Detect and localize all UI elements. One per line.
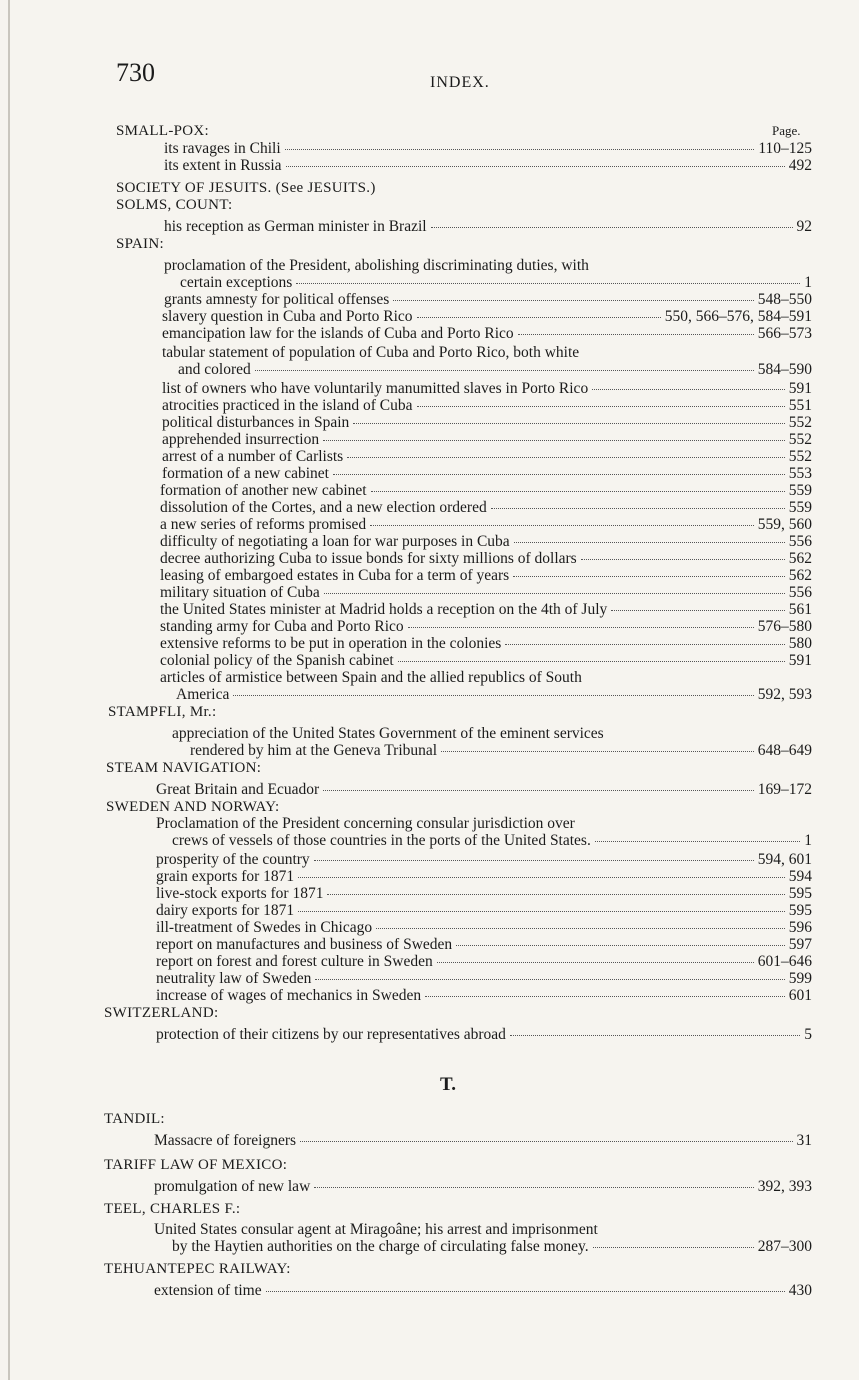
entry-text: standing army for Cuba and Porto Rico xyxy=(160,618,404,635)
index-heading xyxy=(108,704,216,720)
index-entry xyxy=(156,886,812,902)
index-entry xyxy=(160,670,582,686)
index-entry xyxy=(162,449,812,465)
dot-leader xyxy=(286,166,785,167)
entry-page: 562 xyxy=(788,550,812,567)
entry-text: Massacre of foreigners xyxy=(154,1132,297,1149)
dot-leader xyxy=(298,877,785,878)
dot-leader xyxy=(298,911,785,912)
entry-text: decree authorizing Cuba to issue bonds for sixty millions of dollars xyxy=(160,550,577,567)
entry-text: list of owners who have voluntarily manumitted slaves in Porto Rico xyxy=(162,380,589,397)
index-entry xyxy=(156,988,812,1004)
entry-text: difficulty of negotiating a loan for war purposes in Cuba xyxy=(160,533,510,550)
dot-leader xyxy=(300,1141,792,1142)
entry-page: 169–172 xyxy=(757,781,812,798)
entry-text: TEEL, CHARLES F.: xyxy=(104,1201,241,1217)
index-entry xyxy=(156,816,575,832)
index-entry xyxy=(160,551,812,567)
entry-text: TANDIL: xyxy=(104,1111,165,1127)
entry-text: a new series of reforms promised xyxy=(160,516,367,533)
index-entry xyxy=(176,687,812,703)
entry-page: 591 xyxy=(788,380,812,397)
index-entry xyxy=(162,432,812,448)
entry-page: 601 xyxy=(788,987,812,1004)
index-heading xyxy=(116,236,164,252)
dot-leader xyxy=(285,149,755,150)
entry-text: crews of vessels of those countries in the ports of the United States. xyxy=(172,832,591,849)
index-entry xyxy=(164,141,812,157)
index-heading xyxy=(104,1005,218,1021)
entry-text: report on forest and forest culture in Sweden xyxy=(156,953,433,970)
index-entry xyxy=(172,1239,812,1255)
entry-text: TARIFF LAW OF MEXICO: xyxy=(104,1157,288,1173)
section-letter: T. xyxy=(440,1074,457,1095)
entry-text: neutrality law of Sweden xyxy=(156,970,312,987)
index-entry xyxy=(156,954,812,970)
page-column-label: Page. xyxy=(772,123,801,138)
index-entry xyxy=(172,833,812,849)
entry-text: political disturbances in Spain xyxy=(162,414,350,431)
index-heading xyxy=(104,1157,287,1173)
entry-page: 591 xyxy=(788,652,812,669)
index-entry xyxy=(162,345,579,361)
entry-text: STEAM NAVIGATION: xyxy=(106,760,262,776)
index-entry xyxy=(164,219,812,235)
entry-text: SOCIETY OF JESUITS. (See JESUITS.) xyxy=(116,180,376,196)
entry-page: 287–300 xyxy=(757,1238,812,1255)
entry-text: live-stock exports for 1871 xyxy=(156,885,324,902)
entry-page: 1 xyxy=(804,274,812,291)
index-entry xyxy=(160,568,812,584)
index-heading xyxy=(104,1261,291,1277)
entry-text: military situation of Cuba xyxy=(160,584,320,601)
entry-text: its ravages in Chili xyxy=(164,140,281,157)
entry-page: 552 xyxy=(788,414,812,431)
entry-text: report on manufactures and business of Sweden xyxy=(156,936,453,953)
entry-page: 594 xyxy=(788,868,812,885)
entry-page: 551 xyxy=(788,397,812,414)
index-heading xyxy=(116,197,233,213)
dot-leader xyxy=(376,928,785,929)
entry-text: proclamation of the President, abolishing discriminating duties, with xyxy=(164,257,589,274)
dot-leader xyxy=(456,945,785,946)
entry-text: tabular statement of population of Cuba and Porto Rico, both white xyxy=(162,344,580,361)
index-entry xyxy=(160,483,812,499)
entry-text: its extent in Russia xyxy=(164,157,282,174)
entry-text: articles of armistice between Spain and the allied republics of South xyxy=(160,669,582,686)
dot-leader xyxy=(592,389,785,390)
dot-leader xyxy=(595,841,800,842)
entry-text: and colored xyxy=(178,361,251,378)
entry-text: SWITZERLAND: xyxy=(104,1005,219,1021)
entry-page: 1 xyxy=(804,832,812,849)
index-heading xyxy=(116,180,376,196)
entry-text: dissolution of the Cortes, and a new election ordered xyxy=(160,499,487,516)
index-entry xyxy=(154,1133,812,1149)
dot-leader xyxy=(491,508,785,509)
index-entry xyxy=(164,292,812,308)
index-entry xyxy=(156,971,812,987)
index-entry xyxy=(156,1027,812,1043)
entry-text: increase of wages of mechanics in Sweden xyxy=(156,987,422,1004)
index-entry xyxy=(160,534,812,550)
page-edge-shadow xyxy=(8,0,10,1380)
index-entry xyxy=(160,602,812,618)
index-heading xyxy=(104,1111,165,1127)
index-entry xyxy=(162,398,812,414)
entry-page: 597 xyxy=(788,936,812,953)
index-heading xyxy=(106,760,261,776)
entry-page: 594, 601 xyxy=(757,851,812,868)
entry-text: SPAIN: xyxy=(116,236,164,252)
entry-text: slavery question in Cuba and Porto Rico xyxy=(162,308,413,325)
dot-leader xyxy=(323,790,754,791)
dot-leader xyxy=(233,695,753,696)
entry-text: his reception as German minister in Brazil xyxy=(164,218,427,235)
entry-page: 648–649 xyxy=(757,742,812,759)
entry-page: 599 xyxy=(788,970,812,987)
entry-page: 580 xyxy=(788,635,812,652)
dot-leader xyxy=(431,227,793,228)
entry-text: arrest of a number of Carlists xyxy=(162,448,344,465)
entry-text: rendered by him at the Geneva Tribunal xyxy=(190,742,438,759)
index-entry xyxy=(180,275,812,291)
entry-text: promulgation of new law xyxy=(154,1178,311,1195)
entry-text: SMALL-POX: xyxy=(116,123,210,139)
entry-page: 92 xyxy=(796,218,812,235)
entry-text: ill-treatment of Swedes in Chicago xyxy=(156,919,373,936)
entry-text: protection of their citizens by our representatives abroad xyxy=(156,1026,506,1043)
entry-text: Proclamation of the President concerning consular jurisdiction over xyxy=(156,815,575,832)
dot-leader xyxy=(371,491,785,492)
dot-leader xyxy=(370,525,754,526)
entry-page: 556 xyxy=(788,533,812,550)
entry-page: 556 xyxy=(788,584,812,601)
index-entry xyxy=(160,585,812,601)
entry-text: apprehended insurrection xyxy=(162,431,320,448)
index-entry xyxy=(156,852,812,868)
dot-leader xyxy=(581,559,785,560)
entry-text: grants amnesty for political offenses xyxy=(164,291,390,308)
index-heading xyxy=(116,123,209,139)
index-entry xyxy=(164,258,589,274)
dot-leader xyxy=(417,317,661,318)
dot-leader xyxy=(437,962,754,963)
index-entry xyxy=(160,619,812,635)
index-entry xyxy=(154,1283,812,1299)
dot-leader xyxy=(266,1291,785,1292)
dot-leader xyxy=(296,283,800,284)
dot-leader xyxy=(510,1035,800,1036)
dot-leader xyxy=(408,627,754,628)
entry-text: TEHUANTEPEC RAILWAY: xyxy=(104,1261,291,1277)
entry-text: the United States minister at Madrid holds a reception on the 4th of July xyxy=(160,601,608,618)
index-entry xyxy=(178,362,812,378)
entry-text: STAMPFLI, Mr.: xyxy=(108,704,217,720)
entry-text: prosperity of the country xyxy=(156,851,310,868)
dot-leader xyxy=(425,996,785,997)
entry-text: dairy exports for 1871 xyxy=(156,902,295,919)
dot-leader xyxy=(353,423,784,424)
entry-page: 31 xyxy=(796,1132,812,1149)
entry-page: 392, 393 xyxy=(757,1178,812,1195)
entry-page: 430 xyxy=(788,1282,812,1299)
entry-page: 5 xyxy=(804,1026,812,1043)
entry-page: 548–550 xyxy=(757,291,812,308)
dot-leader xyxy=(255,370,754,371)
entry-text: America xyxy=(176,686,230,703)
entry-text: SOLMS, COUNT: xyxy=(116,197,233,213)
index-entry xyxy=(162,466,812,482)
dot-leader xyxy=(398,661,785,662)
entry-text: by the Haytien authorities on the charge of circulating false money. xyxy=(172,1238,589,1255)
dot-leader xyxy=(324,593,785,594)
entry-page: 584–590 xyxy=(757,361,812,378)
index-heading xyxy=(104,1201,240,1217)
dot-leader xyxy=(393,300,753,301)
entry-text: formation of a new cabinet xyxy=(162,465,329,482)
page-number: 730 xyxy=(116,58,155,87)
entry-text: formation of another new cabinet xyxy=(160,482,367,499)
index-entry xyxy=(156,782,812,798)
index-entry xyxy=(162,381,812,397)
index-entry xyxy=(160,517,812,533)
index-heading xyxy=(106,799,279,815)
dot-leader xyxy=(513,576,785,577)
index-entry xyxy=(156,903,812,919)
index-entry xyxy=(160,653,812,669)
index-entry xyxy=(164,158,812,174)
index-entry xyxy=(160,636,812,652)
entry-page: 601–646 xyxy=(757,953,812,970)
entry-text: extensive reforms to be put in operation in the colonies xyxy=(160,635,502,652)
index-entry xyxy=(154,1222,598,1238)
dot-leader xyxy=(314,860,754,861)
entry-page: 576–580 xyxy=(757,618,812,635)
running-head: INDEX. xyxy=(430,74,490,91)
entry-page: 592, 593 xyxy=(757,686,812,703)
entry-page: 595 xyxy=(788,902,812,919)
dot-leader xyxy=(518,334,754,335)
index-entry xyxy=(172,726,604,742)
entry-text: leasing of embargoed estates in Cuba for a term of years xyxy=(160,567,510,584)
entry-page: 550, 566–576, 584–591 xyxy=(664,308,812,325)
entry-text: certain exceptions xyxy=(180,274,293,291)
dot-leader xyxy=(347,457,785,458)
index-entry xyxy=(190,743,812,759)
dot-leader xyxy=(505,644,784,645)
entry-text: atrocities practiced in the island of Cuba xyxy=(162,397,413,414)
dot-leader xyxy=(315,979,784,980)
dot-leader xyxy=(417,406,785,407)
entry-text: emancipation law for the islands of Cuba and Porto Rico xyxy=(162,325,514,342)
entry-text: Great Britain and Ecuador xyxy=(156,781,320,798)
entry-page: 595 xyxy=(788,885,812,902)
entry-text: grain exports for 1871 xyxy=(156,868,295,885)
dot-leader xyxy=(611,610,784,611)
entry-page: 492 xyxy=(788,157,812,174)
entry-page: 552 xyxy=(788,448,812,465)
entry-text: colonial policy of the Spanish cabinet xyxy=(160,652,394,669)
index-entry xyxy=(156,920,812,936)
entry-page: 559 xyxy=(788,482,812,499)
entry-text: extension of time xyxy=(154,1282,262,1299)
entry-page: 559, 560 xyxy=(757,516,812,533)
index-entry xyxy=(162,326,812,342)
index-entry xyxy=(156,869,812,885)
entry-page: 596 xyxy=(788,919,812,936)
dot-leader xyxy=(327,894,784,895)
dot-leader xyxy=(593,1247,754,1248)
entry-page: 110–125 xyxy=(758,140,812,157)
index-entry xyxy=(160,500,812,516)
entry-page: 552 xyxy=(788,431,812,448)
entry-text: SWEDEN AND NORWAY: xyxy=(106,799,280,815)
index-entry xyxy=(154,1179,812,1195)
index-entry xyxy=(156,937,812,953)
dot-leader xyxy=(441,751,754,752)
entry-text: United States consular agent at Miragoâne; his arrest and imprisonment xyxy=(154,1221,598,1238)
entry-page: 566–573 xyxy=(757,325,812,342)
dot-leader xyxy=(514,542,785,543)
dot-leader xyxy=(333,474,785,475)
entry-text: appreciation of the United States Government of the eminent services xyxy=(172,725,604,742)
index-entry xyxy=(162,415,812,431)
entry-page: 559 xyxy=(788,499,812,516)
entry-page: 561 xyxy=(788,601,812,618)
entry-page: 553 xyxy=(788,465,812,482)
entry-page: 562 xyxy=(788,567,812,584)
dot-leader xyxy=(314,1187,753,1188)
index-entry xyxy=(162,309,812,325)
dot-leader xyxy=(323,440,785,441)
